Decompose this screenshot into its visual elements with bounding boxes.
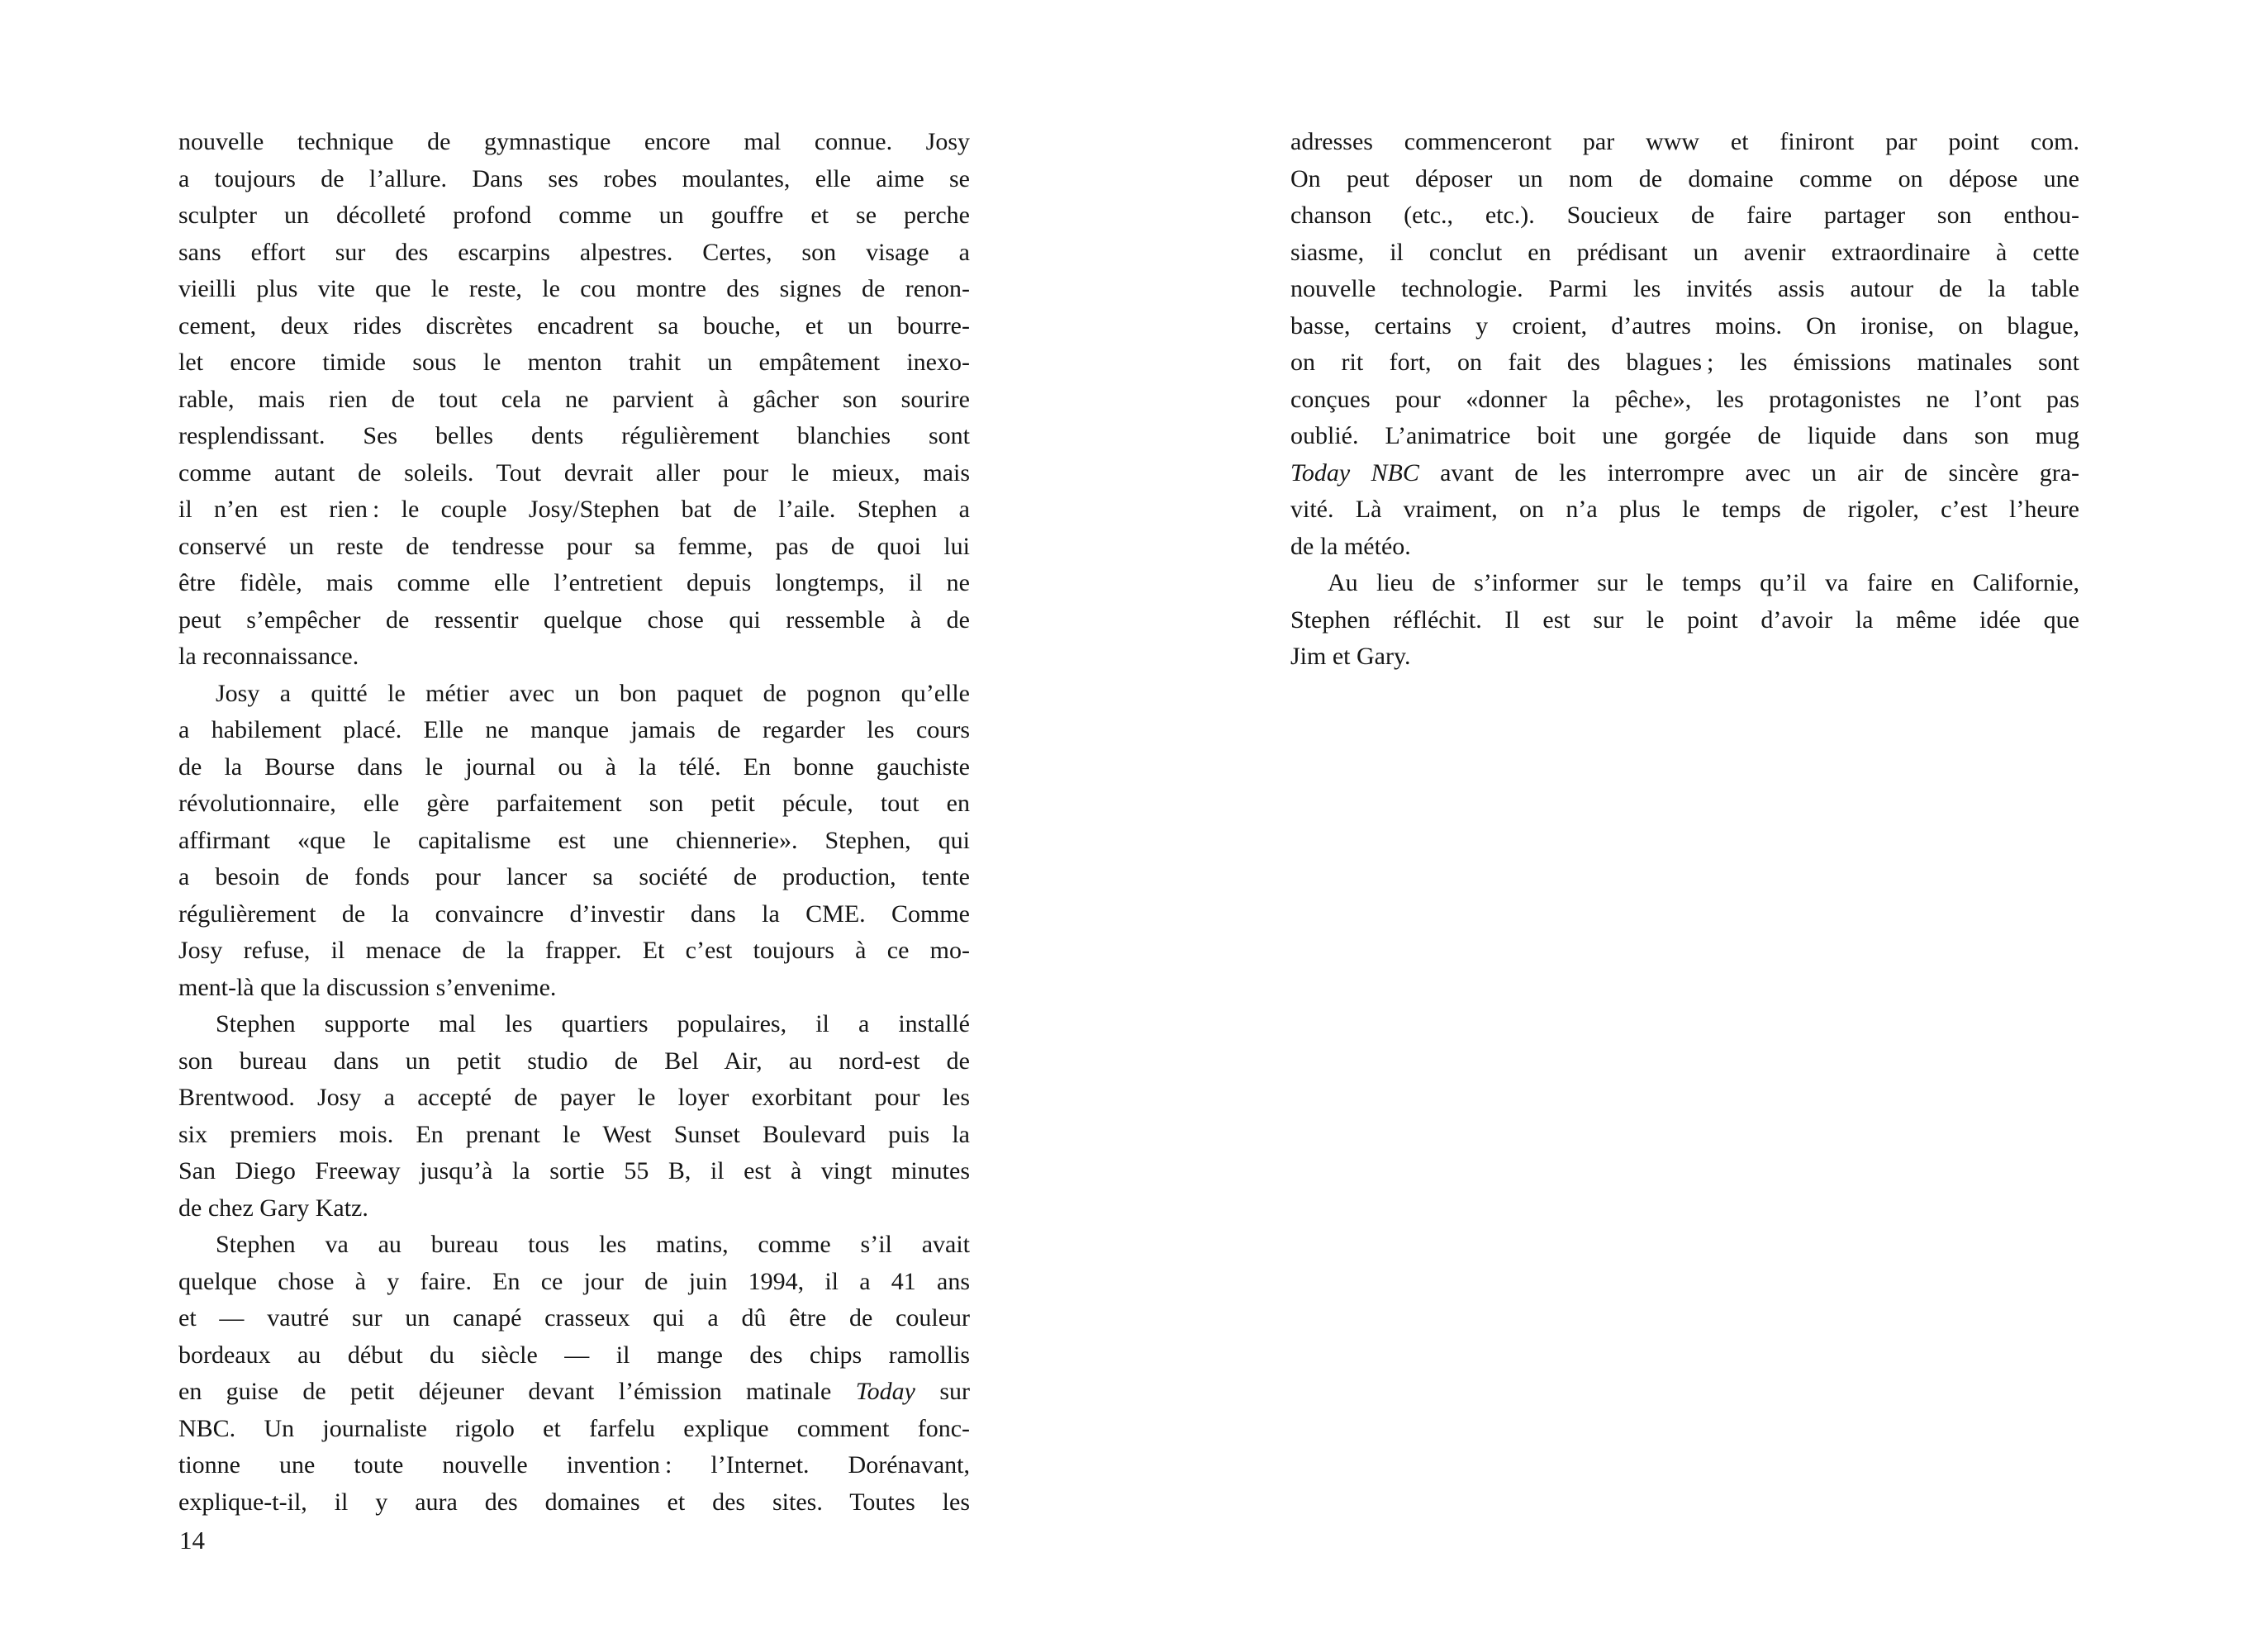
text-line: San Diego Freeway jusqu’à la sortie 55 B, il est à vingt minutes <box>178 1157 970 1184</box>
text-line: vieilli plus vite que le reste, le cou montre des signes de renon- <box>178 275 970 302</box>
text-line: rable, mais rien de tout cela ne parvient à gâcher son sourire <box>178 385 970 413</box>
text-line: explique-t-il, il y aura des domaines et des sites. Toutes les <box>178 1488 970 1516</box>
text-line: a besoin de fonds pour lancer sa société de production, tente <box>178 863 970 890</box>
text-line: il n’en est rien : le couple Josy/Stephen bat de l’aile. Stephen a <box>178 496 970 523</box>
text-line: nouvelle technique de gymnastique encore mal connue. Josy <box>178 128 970 155</box>
text-line: cement, deux rides discrètes encadrent sa bouche, et un bourre- <box>178 311 970 339</box>
text-line: on rit fort, on fait des blagues ; les émissions matinales sont <box>1290 349 2079 376</box>
text-line: Josy refuse, il menace de la frapper. Et c’est toujours à ce mo- <box>178 937 970 964</box>
text-line: être fidèle, mais comme elle l’entretient depuis longtemps, il ne <box>178 569 970 596</box>
italic-text: Today <box>855 1378 915 1405</box>
text-line: en guise de petit déjeuner devant l’émission matinale Today sur <box>178 1378 970 1405</box>
text-line: peut s’empêcher de ressentir quelque chose qui ressemble à de <box>178 605 970 634</box>
text-line: conçues pour «donner la pêche», les protagonistes ne l’ont pas <box>1290 385 2079 413</box>
italic-text: Today NBC <box>1290 458 1419 487</box>
text-line: la reconnaissance. <box>178 643 359 670</box>
text-line: révolutionnaire, elle gère parfaitement son petit pécule, tout en <box>178 790 970 817</box>
text-line: oublié. L’animatrice boit une gorgée de liquide dans son mug <box>1290 422 2079 449</box>
text-line: Josy a quitté le métier avec un bon paquet de pognon qu’elle <box>216 679 970 707</box>
text-line: Jim et Gary. <box>1290 643 1411 670</box>
text-line: Stephen supporte mal les quartiers populaires, il a installé <box>216 1010 970 1037</box>
text-line: siasme, il conclut en prédisant un avenir extraordinaire à cette <box>1290 238 2079 266</box>
text-line: et — vautré sur un canapé crasseux qui a dû être de couleur <box>178 1304 970 1332</box>
text-line: Stephen va au bureau tous les matins, comme s’il avait <box>216 1231 970 1258</box>
text-line: de chez Gary Katz. <box>178 1194 368 1222</box>
text-line: vité. Là vraiment, on n’a plus le temps de rigoler, c’est l’heure <box>1290 496 2079 523</box>
text-line: régulièrement de la convaincre d’investir dans la CME. Comme <box>178 900 970 928</box>
text-line: six premiers mois. En prenant le West Sunset Boulevard puis la <box>178 1120 970 1148</box>
text-line: basse, certains y croient, d’autres moins. On ironise, on blague, <box>1290 311 2079 339</box>
left-page-text-column <box>178 124 970 1521</box>
text-line: nouvelle technologie. Parmi les invités assis autour de la table <box>1290 275 2079 302</box>
text-line: chanson (etc., etc.). Soucieux de faire partager son enthou- <box>1290 202 2079 229</box>
text-line: adresses commenceront par www et finiront par point com. <box>1290 128 2079 155</box>
text-line: NBC. Un journaliste rigolo et farfelu explique comment fonc- <box>178 1414 970 1442</box>
page-number: 14 <box>179 1526 205 1555</box>
text-line: Today NBC avant de les interrompre avec un air de sincère gra- <box>1290 458 2080 487</box>
text-line: comme autant de soleils. Tout devrait aller pour le mieux, mais <box>178 458 970 487</box>
text-line: quelque chose à y faire. En ce jour de juin 1994, il a 41 ans <box>178 1267 970 1295</box>
text-line: sculpter un décolleté profond comme un gouffre et se perche <box>178 202 970 229</box>
text-line: son bureau dans un petit studio de Bel Air, au nord-est de <box>178 1047 970 1075</box>
text-line: Au lieu de s’informer sur le temps qu’il va faire en Californie, <box>1328 569 2079 596</box>
text-line: affirmant «que le capitalisme est une chiennerie». Stephen, qui <box>178 826 970 854</box>
text-line: tionne une toute nouvelle invention : l’Internet. Dorénavant, <box>178 1451 970 1479</box>
text-line: bordeaux au début du siècle — il mange des chips ramollis <box>178 1341 970 1369</box>
text-line: a toujours de l’allure. Dans ses robes moulantes, elle aime se <box>178 164 970 192</box>
text-line: de la Bourse dans le journal ou à la télé. En bonne gauchiste <box>178 752 970 781</box>
text-line: sans effort sur des escarpins alpestres. Certes, son visage a <box>178 238 970 266</box>
right-page-text-column <box>1290 124 2079 676</box>
text-line: ment-là que la discussion s’envenime. <box>178 973 557 1001</box>
text-line: let encore timide sous le menton trahit un empâtement inexo- <box>178 349 970 376</box>
text-line: a habilement placé. Elle ne manque jamais de regarder les cours <box>178 716 970 743</box>
text-line: resplendissant. Ses belles dents régulièrement blanchies sont <box>178 422 970 449</box>
text-line: On peut déposer un nom de domaine comme on dépose une <box>1290 164 2079 192</box>
text-line: Brentwood. Josy a accepté de payer le loyer exorbitant pour les <box>178 1084 970 1111</box>
text-line: Stephen réfléchit. Il est sur le point d’avoir la même idée que <box>1290 605 2079 634</box>
text-line: de la météo. <box>1290 532 1411 560</box>
text-line: conservé un reste de tendresse pour sa femme, pas de quoi lui <box>178 532 970 560</box>
